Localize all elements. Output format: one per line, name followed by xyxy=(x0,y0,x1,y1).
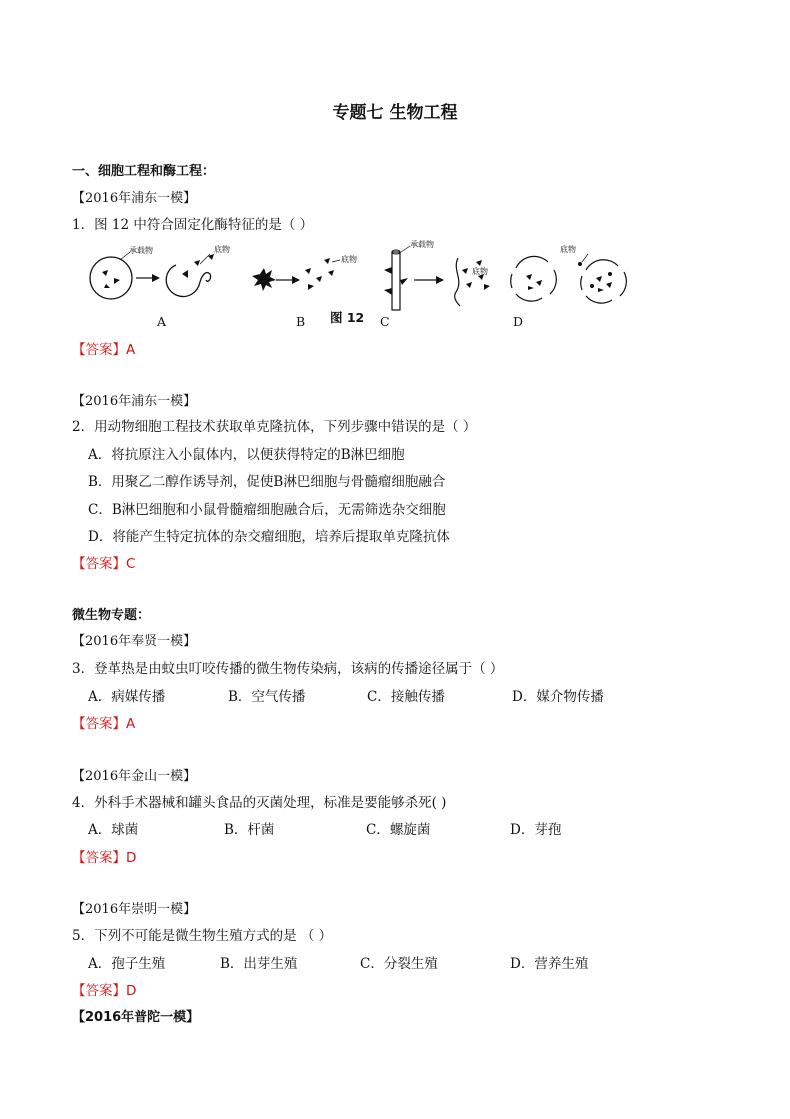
figure-caption: 图 12 xyxy=(330,310,365,325)
answer-3: 【答案】A xyxy=(72,716,136,732)
question-source: 【2016年浦东一模】 xyxy=(72,191,197,206)
question-5-option-a: A．孢子生殖 xyxy=(88,956,166,972)
figure-12-diagram xyxy=(80,240,640,315)
question-4-option-b: B．杆菌 xyxy=(224,822,275,838)
section-heading-cell-enzyme: 一、细胞工程和酶工程： xyxy=(72,164,216,179)
figure-label-a: A xyxy=(157,314,167,329)
figure-label-b: B xyxy=(296,314,306,329)
answer-2: 【答案】C xyxy=(72,556,136,572)
answer-5: 【答案】D xyxy=(72,983,137,999)
question-2-option-c: C．B淋巴细胞和小鼠骨髓瘤细胞融合后，无需筛选杂交细胞 xyxy=(88,502,446,518)
figure-a-carrier-cell xyxy=(90,244,230,299)
answer-4: 【答案】D xyxy=(72,850,137,866)
question-5-option-c: C．分裂生殖 xyxy=(360,956,438,972)
figure-label-d: D xyxy=(513,314,524,329)
figure-b-free-enzyme xyxy=(252,254,357,291)
substrate-label-d: 底物 xyxy=(560,245,576,254)
substrate-label-c: 底物 xyxy=(472,267,488,276)
question-4-text: 4．外科手术器械和罐头食品的灭菌处理，标准是要能够杀死( ) xyxy=(72,795,447,811)
question-3-option-c: C．接触传播 xyxy=(367,689,445,705)
figure-c-carrier-rod xyxy=(384,240,490,310)
question-4-option-c: C．螺旋菌 xyxy=(366,822,431,838)
question-source: 【2016年浦东一模】 xyxy=(72,394,197,409)
carrier-label-a: 承载物 xyxy=(129,246,153,255)
substrate-label-b: 底物 xyxy=(341,255,357,264)
answer-1: 【答案】A xyxy=(72,342,136,358)
question-3-option-b: B．空气传播 xyxy=(228,689,306,705)
question-2-option-a: A．将抗原注入小鼠体内，以便获得特定的B淋巴细胞 xyxy=(88,447,405,463)
question-2-option-b: B．用聚乙二醇作诱导剂，促使B淋巴细胞与骨髓瘤细胞融合 xyxy=(88,474,446,490)
question-2-text: 2．用动物细胞工程技术获取单克隆抗体，下列步骤中错误的是（ ） xyxy=(72,419,477,435)
question-3-option-d: D．媒介物传播 xyxy=(512,689,604,705)
question-source: 【2016年金山一模】 xyxy=(72,769,197,784)
question-4-option-d: D．芽孢 xyxy=(510,822,562,838)
section-heading-microbe: 微生物专题： xyxy=(72,608,151,623)
figure-d-encapsulated xyxy=(511,244,627,303)
figure-label-c: C xyxy=(380,314,390,329)
question-5-text: 5．下列不可能是微生物生殖方式的是 （ ） xyxy=(72,928,333,944)
question-1-text: 1．图 12 中符合固定化酶特征的是（ ） xyxy=(72,217,314,233)
question-source: 【2016年普陀一模】 xyxy=(72,1010,200,1025)
page-title: 专题七 生物工程 xyxy=(332,103,458,123)
question-4-option-a: A．球菌 xyxy=(88,822,139,838)
question-2-option-d: D．将能产生特定抗体的杂交瘤细胞，培养后提取单克隆抗体 xyxy=(88,529,450,545)
question-5-option-d: D．营养生殖 xyxy=(510,956,589,972)
substrate-label-a: 底物 xyxy=(214,245,230,254)
question-source: 【2016年崇明一模】 xyxy=(72,902,197,917)
question-5-option-b: B．出芽生殖 xyxy=(220,956,298,972)
question-3-option-a: A．病媒传播 xyxy=(88,689,166,705)
carrier-label-c: 承载物 xyxy=(410,240,434,249)
question-source: 【2016年奉贤一模】 xyxy=(72,634,197,649)
question-3-text: 3．登革热是由蚊虫叮咬传播的微生物传染病，该病的传播途径属于（ ） xyxy=(72,661,504,677)
